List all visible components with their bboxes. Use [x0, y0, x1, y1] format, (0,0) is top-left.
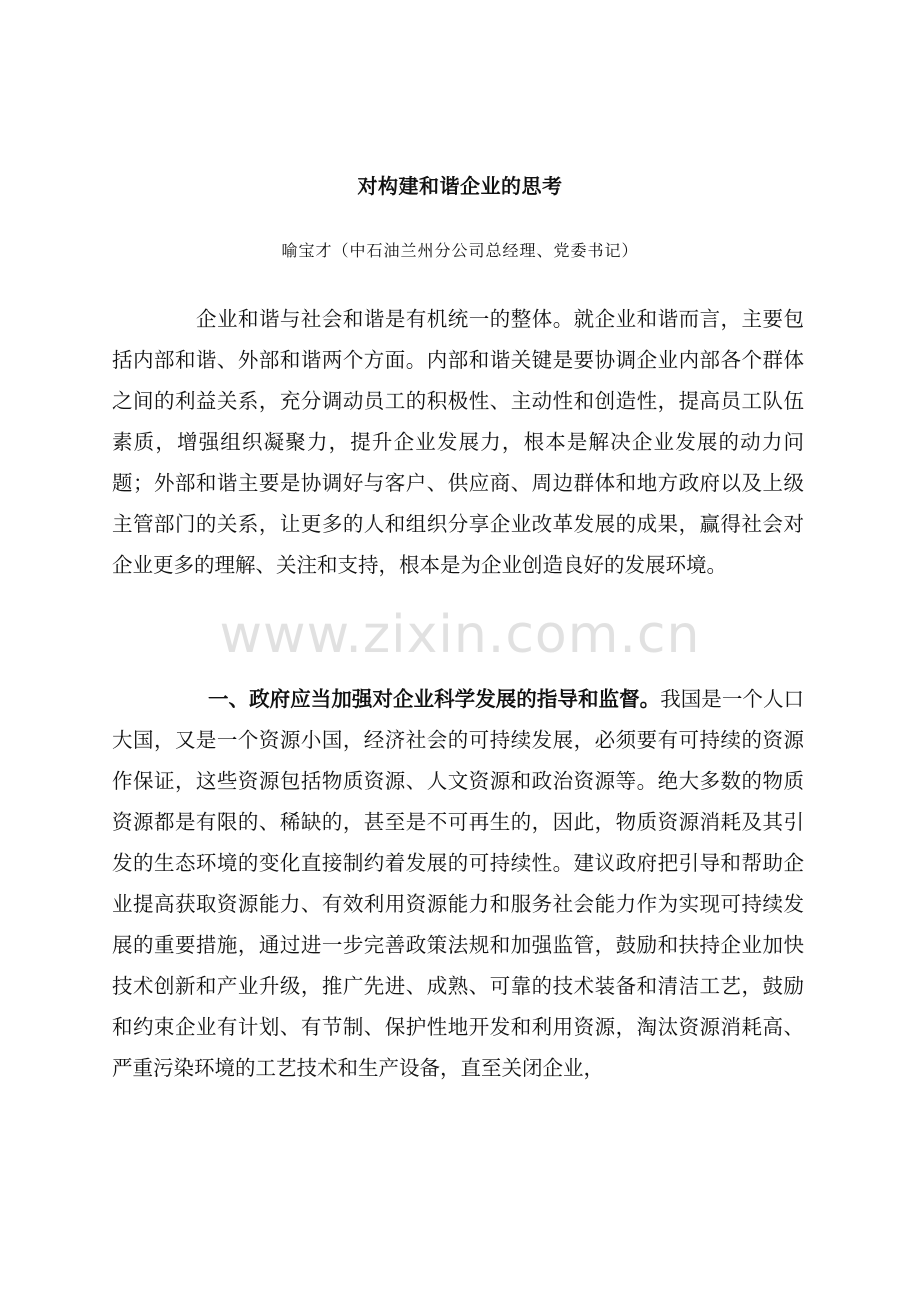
- paragraph-intro: [112, 299, 804, 586]
- paragraph-text: 我国是一个人口大国，又是一个资源小国，经济社会的可持续发展，必须要有可持续的资源作保证，这些资源包括物质资源、人文资源和政治资源等。绝大多数的物质资源都是有限的、稀缺的，甚至是不可再生的，因此，物质资源消耗及其引发的生态环境的变化直接制约着发展的可持续性。建议政府把引导和帮助企业提高获取资源能力、有效利用资源能力和服务社会能力作为实现可持续发展的重要措施，通过进一步完善政策法规和加强监管，鼓励和扶持企业加快技术创新和产业升级，推广先进、成熟、可靠的技术装备和清洁工艺，鼓励和约束企业有计划、有节制、保护性地开发和利用资源，淘汰资源消耗高、严重污染环境的工艺技术和生产设备，直至关闭企业，: [112, 687, 805, 1080]
- document-title: 对构建和谐企业的思考: [357, 174, 563, 198]
- author-line: 喻宝才（中石油兰州分公司总经理、党委书记）: [281, 241, 639, 260]
- section-heading: 一、政府应当加强对企业科学发展的指导和监督。: [208, 687, 661, 711]
- watermark: www.zixin.com.cn: [219, 605, 701, 665]
- paragraph-section-1: [112, 679, 804, 1089]
- paragraph-text: 企业和谐与社会和谐是有机统一的整体。就企业和谐而言，主要包括内部和谐、外部和谐两个方面。内部和谐关键是要协调企业内部各个群体之间的利益关系，充分调动员工的积极性、主动性和创造性，提高员工队伍素质，增强组织凝聚力，提升企业发展力，根本是解决企业发展的动力问题；外部和谐主要是协调好与客户、供应商、周边群体和地方政府以及上级主管部门的关系，让更多的人和组织分享企业改革发展的成果，赢得社会对企业更多的理解、关注和支持，根本是为企业创造良好的发展环境。: [112, 307, 804, 577]
